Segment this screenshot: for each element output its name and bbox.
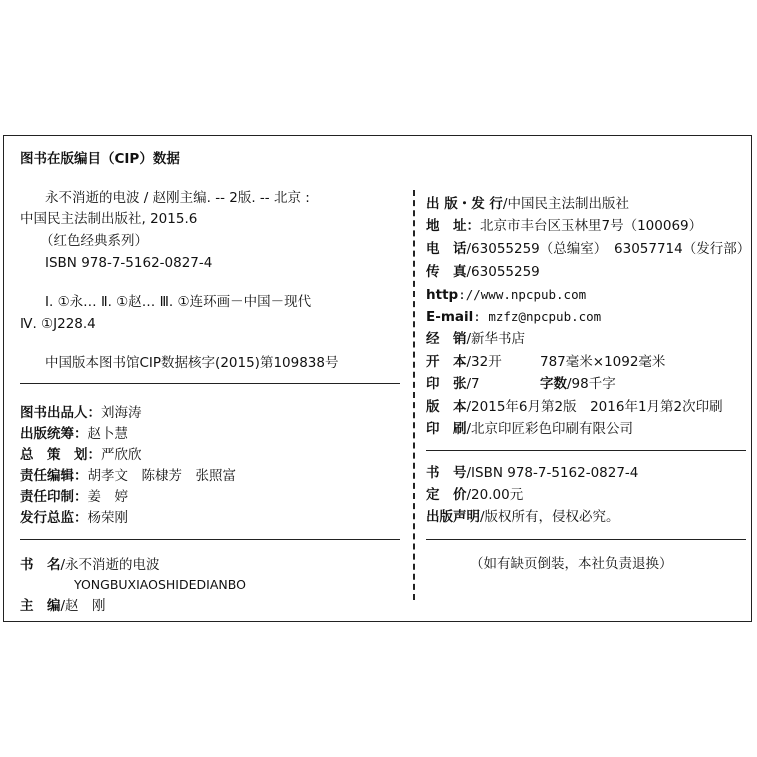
cip-line: Ⅳ. ①J228.4 bbox=[20, 316, 96, 332]
edition-row: 版 本/2015年6月第2版 2016年1月第2次印刷 bbox=[426, 399, 723, 415]
publisher-row: 经 销/新华书店 bbox=[426, 331, 526, 347]
cip-line: ISBN 978-7-5162-0827-4 bbox=[45, 255, 213, 271]
format-row: 开 本/32开 bbox=[426, 354, 502, 370]
book-title-pinyin: YONGBUXIAOSHIDEDIANBO bbox=[74, 577, 246, 592]
isbn-row: 书 号/ISBN 978-7-5162-0827-4 bbox=[426, 465, 639, 481]
return-notice: （如有缺页倒装，本社负责退换） bbox=[470, 556, 673, 572]
staff-row: 发行总监：杨荣刚 bbox=[20, 510, 128, 526]
divider bbox=[20, 539, 400, 540]
cip-line: 中国民主法制出版社, 2015.6 bbox=[20, 211, 198, 227]
printer-row: 印 刷/北京印匠彩色印刷有限公司 bbox=[426, 421, 634, 437]
cip-line: Ⅰ. ①永… Ⅱ. ①赵… Ⅲ. ①连环画－中国－现代 bbox=[45, 294, 312, 310]
publisher-row: 传 真/63055259 bbox=[426, 264, 540, 280]
word-count: 字数/98千字 bbox=[540, 376, 616, 392]
publisher-row: 地 址：北京市丰台区玉林里7号（100069） bbox=[426, 218, 703, 234]
price-row: 定 价/20.00元 bbox=[426, 487, 524, 503]
cip-line: （红色经典系列） bbox=[40, 233, 148, 249]
cip-approval: 中国版本图书馆CIP数据核字(2015)第109838号 bbox=[45, 355, 339, 371]
column-separator bbox=[413, 190, 415, 600]
sheets-row: 印 张/7 bbox=[426, 376, 480, 392]
staff-row: 责任印制：姜 婷 bbox=[20, 489, 128, 505]
divider bbox=[20, 383, 400, 384]
editor-row: 主 编/赵 刚 bbox=[20, 598, 106, 614]
copyright-statement: 出版声明/版权所有，侵权必究。 bbox=[426, 509, 620, 525]
staff-row: 总 策 划：严欣欣 bbox=[20, 447, 142, 463]
publisher-row: 出 版・发 行/中国民主法制出版社 bbox=[426, 196, 629, 212]
paper-size: 787毫米×1092毫米 bbox=[540, 354, 666, 370]
divider bbox=[426, 450, 746, 451]
staff-row: 出版统筹：赵卜慧 bbox=[20, 426, 128, 442]
staff-row: 责任编辑：胡孝文 陈棣芳 张照富 bbox=[20, 468, 236, 484]
cip-line: 永不消逝的电波 / 赵刚主编. -- 2版. -- 北京 : bbox=[45, 190, 310, 206]
publisher-row: http://www.npcpub.com bbox=[426, 287, 587, 303]
publisher-row: E-mail: mzfz@npcpub.com bbox=[426, 309, 602, 325]
staff-row: 图书出品人：刘海涛 bbox=[20, 405, 142, 421]
publisher-row: 电 话/63055259（总编室） 63057714（发行部） bbox=[426, 241, 751, 257]
divider bbox=[426, 539, 746, 540]
cip-header: 图书在版编目（CIP）数据 bbox=[20, 151, 180, 167]
book-title-row: 书 名/永不消逝的电波 bbox=[20, 557, 160, 573]
cip-frame bbox=[3, 135, 752, 622]
